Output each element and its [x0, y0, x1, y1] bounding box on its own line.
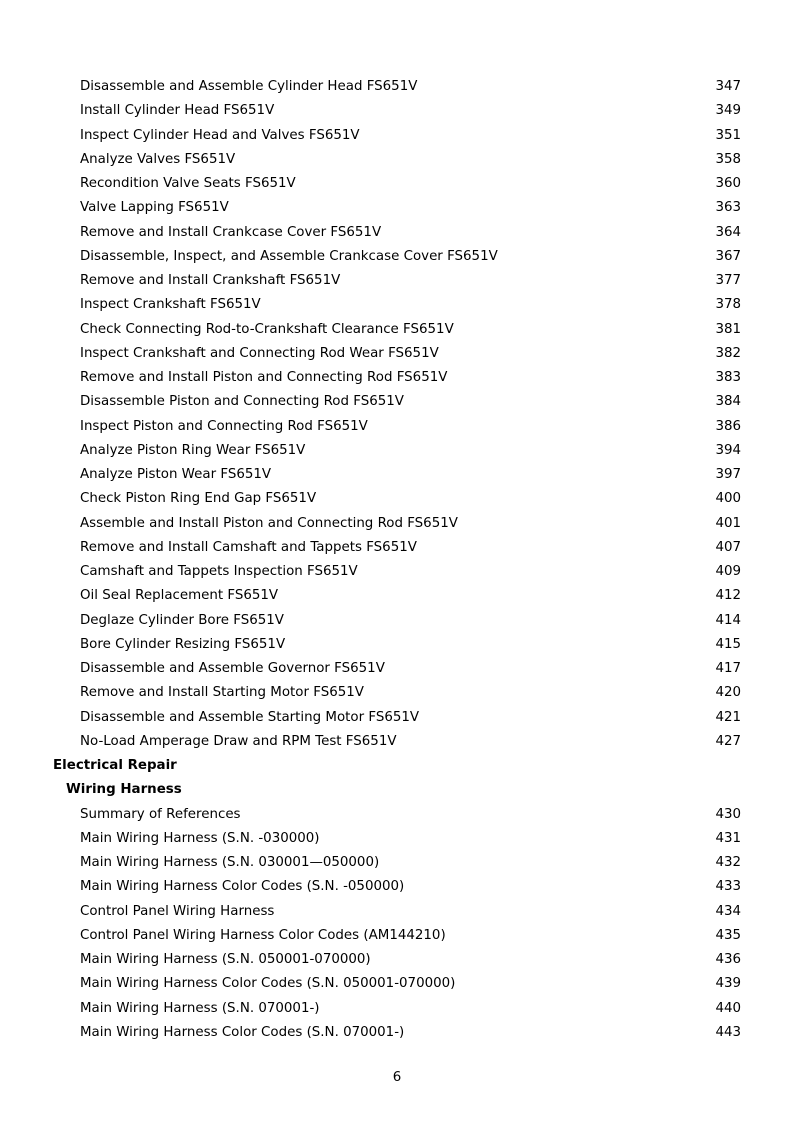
toc-entry[interactable]	[0, 99, 794, 123]
toc-entry[interactable]	[0, 875, 794, 899]
toc-entry[interactable]	[0, 269, 794, 293]
toc-entry[interactable]	[0, 851, 794, 875]
toc-entry-title[interactable]: Disassemble and Assemble Starting Motor FS651V	[80, 709, 420, 725]
toc-entry-title[interactable]: Disassemble and Assemble Governor FS651V	[80, 661, 385, 676]
toc-entry-title[interactable]: Analyze Piston Wear FS651V	[80, 467, 272, 482]
toc-entry-page[interactable]: 377	[715, 273, 741, 288]
toc-entry[interactable]	[0, 827, 794, 851]
toc-entry-title[interactable]: Disassemble and Assemble Cylinder Head FS651V	[80, 79, 418, 94]
toc-entry-page[interactable]: 414	[715, 612, 741, 628]
toc-entry-page[interactable]: 383	[715, 370, 741, 385]
toc-entry-title[interactable]: Inspect Cylinder Head and Valves FS651V	[80, 127, 360, 143]
toc-entry[interactable]	[0, 560, 794, 584]
toc-entry-page[interactable]: 439	[715, 976, 741, 992]
subsection-heading[interactable]: Wiring Harness	[66, 782, 182, 798]
toc-entry[interactable]	[0, 342, 794, 366]
toc-group-engine	[0, 75, 794, 754]
toc-entry-title[interactable]: Check Piston Ring End Gap FS651V	[80, 491, 317, 507]
toc-entry-page[interactable]: 415	[715, 636, 741, 652]
toc-entry-title[interactable]: Camshaft and Tappets Inspection FS651V	[80, 564, 358, 579]
toc-entry-title[interactable]: Main Wiring Harness Color Codes (S.N. -050000)	[80, 879, 405, 895]
toc-entry-title[interactable]: Main Wiring Harness Color Codes (S.N. 050001-070000)	[80, 976, 456, 992]
toc-entry[interactable]	[0, 366, 794, 390]
toc-entry-page[interactable]: 400	[715, 491, 741, 507]
toc-entry-title[interactable]: Inspect Crankshaft and Connecting Rod Wear FS651V	[80, 345, 439, 361]
toc-entry-title[interactable]: Inspect Piston and Connecting Rod FS651V	[80, 418, 368, 434]
toc-entry[interactable]	[0, 900, 794, 924]
toc-entry-page[interactable]: 443	[715, 1024, 741, 1040]
toc-entry-page[interactable]: 436	[715, 952, 741, 967]
toc-entry[interactable]	[0, 293, 794, 317]
toc-entry-title[interactable]: Bore Cylinder Resizing FS651V	[80, 636, 286, 652]
toc-entry-title[interactable]: Main Wiring Harness (S.N. -030000)	[80, 830, 320, 846]
toc-entry[interactable]	[0, 657, 794, 681]
toc-entry-page[interactable]: 386	[715, 418, 741, 434]
toc-entry-page[interactable]: 349	[715, 103, 741, 119]
toc-entry[interactable]	[0, 463, 794, 487]
toc-entry-title[interactable]: Valve Lapping FS651V	[80, 200, 229, 216]
toc-entry[interactable]	[0, 512, 794, 536]
toc-entry-title[interactable]: Remove and Install Crankcase Cover FS651V	[80, 224, 382, 240]
toc-entry[interactable]	[0, 681, 794, 705]
toc-entry-page[interactable]: 430	[715, 806, 741, 822]
toc-entry[interactable]	[0, 221, 794, 245]
toc-entry-title[interactable]: Analyze Piston Ring Wear FS651V	[80, 442, 306, 458]
toc-entry-page[interactable]: 401	[715, 515, 741, 531]
toc-entry-title[interactable]: Main Wiring Harness Color Codes (S.N. 070001-)	[80, 1024, 405, 1040]
toc-entry-page[interactable]: 409	[715, 564, 741, 579]
toc-entry[interactable]	[0, 609, 794, 633]
toc-entry-page[interactable]: 427	[715, 733, 741, 749]
toc-entry-title[interactable]: Control Panel Wiring Harness	[80, 903, 275, 919]
toc-entry-title[interactable]: Remove and Install Camshaft and Tappets FS651V	[80, 539, 417, 555]
toc-entry-title[interactable]: Disassemble Piston and Connecting Rod FS651V	[80, 394, 404, 410]
toc-entry[interactable]	[0, 487, 794, 511]
toc-entry-title[interactable]: Main Wiring Harness (S.N. 070001-)	[80, 1000, 320, 1016]
toc-entry[interactable]	[0, 997, 794, 1021]
toc-entry[interactable]	[0, 75, 794, 99]
toc-entry-page[interactable]: 384	[715, 394, 741, 410]
section-heading[interactable]: Electrical Repair	[53, 758, 177, 773]
toc-entry[interactable]	[0, 924, 794, 948]
toc-entry-page[interactable]: 347	[715, 79, 741, 94]
toc-entry-page[interactable]: 397	[715, 467, 741, 482]
toc-entry[interactable]	[0, 730, 794, 754]
toc-entry[interactable]	[0, 633, 794, 657]
toc-entry-title[interactable]: No-Load Amperage Draw and RPM Test FS651V	[80, 733, 397, 749]
toc-entry[interactable]	[0, 124, 794, 148]
toc-entry[interactable]	[0, 172, 794, 196]
toc-entry-page[interactable]: 351	[715, 127, 741, 143]
toc-entry-title[interactable]: Check Connecting Rod-to-Crankshaft Clearance FS651V	[80, 321, 454, 337]
toc-entry-page[interactable]: 412	[715, 588, 741, 604]
toc-entry-title[interactable]: Inspect Crankshaft FS651V	[80, 297, 261, 313]
toc-entry-page[interactable]: 407	[715, 539, 741, 555]
toc-entry[interactable]	[0, 415, 794, 439]
toc-entry-title[interactable]: Recondition Valve Seats FS651V	[80, 176, 296, 191]
page-number: 6	[392, 1070, 402, 1085]
toc-entry[interactable]	[0, 148, 794, 172]
toc-entry-page[interactable]: 420	[715, 685, 741, 701]
toc-entry[interactable]	[0, 439, 794, 463]
toc-entry[interactable]	[0, 584, 794, 608]
toc-entry-title[interactable]: Remove and Install Starting Motor FS651V	[80, 685, 364, 701]
toc-entry[interactable]	[0, 196, 794, 220]
toc-entry-page[interactable]: 358	[715, 151, 741, 167]
toc-entry-page[interactable]: 431	[715, 830, 741, 846]
toc-entry-page[interactable]: 378	[715, 297, 741, 313]
toc-entry-page[interactable]: 432	[715, 855, 741, 870]
toc-entry[interactable]	[0, 390, 794, 414]
toc-entry-page[interactable]: 363	[715, 200, 741, 216]
toc-entry-page[interactable]: 440	[715, 1000, 741, 1016]
toc-entry-page[interactable]: 367	[715, 248, 741, 264]
toc-entry-title[interactable]: Control Panel Wiring Harness Color Codes (AM144210)	[80, 927, 446, 943]
toc-entry-page[interactable]: 394	[715, 442, 741, 458]
toc-entry-page[interactable]: 382	[715, 345, 741, 361]
toc-entry[interactable]	[0, 318, 794, 342]
toc-entry[interactable]	[0, 948, 794, 972]
toc-group-wiring-harness	[0, 803, 794, 1046]
toc-entry-title[interactable]: Deglaze Cylinder Bore FS651V	[80, 612, 284, 628]
toc-entry-page[interactable]: 421	[715, 709, 741, 725]
toc-entry-title[interactable]: Analyze Valves FS651V	[80, 151, 236, 167]
toc-entry-title[interactable]: Summary of References	[80, 806, 241, 822]
toc-entry-title[interactable]: Main Wiring Harness (S.N. 050001-070000)	[80, 952, 371, 967]
toc-entry[interactable]	[0, 803, 794, 827]
toc-entry-title[interactable]: Disassemble, Inspect, and Assemble Crankcase Cover FS651V	[80, 248, 498, 264]
toc-entry-title[interactable]: Remove and Install Crankshaft FS651V	[80, 273, 341, 288]
toc-entry-title[interactable]: Install Cylinder Head FS651V	[80, 103, 275, 119]
toc-entry-title[interactable]: Remove and Install Piston and Connecting Rod FS651V	[80, 370, 448, 385]
toc-entry-title[interactable]: Oil Seal Replacement FS651V	[80, 588, 279, 604]
toc-entry[interactable]	[0, 972, 794, 996]
toc-entry-page[interactable]: 360	[715, 176, 741, 191]
toc-entry-page[interactable]: 433	[715, 879, 741, 895]
toc-entry-page[interactable]: 381	[715, 321, 741, 337]
toc-entry[interactable]	[0, 1021, 794, 1045]
toc-entry-title[interactable]: Main Wiring Harness (S.N. 030001—050000)	[80, 855, 380, 870]
toc-entry-title[interactable]: Assemble and Install Piston and Connecting Rod FS651V	[80, 515, 458, 531]
toc-entry-page[interactable]: 434	[715, 903, 741, 919]
toc-entry-page[interactable]: 435	[715, 927, 741, 943]
toc-entry[interactable]	[0, 245, 794, 269]
toc-entry[interactable]	[0, 536, 794, 560]
toc-entry-page[interactable]: 364	[715, 224, 741, 240]
table-of-contents	[0, 75, 794, 1045]
toc-entry[interactable]	[0, 706, 794, 730]
toc-entry-page[interactable]: 417	[715, 661, 741, 676]
